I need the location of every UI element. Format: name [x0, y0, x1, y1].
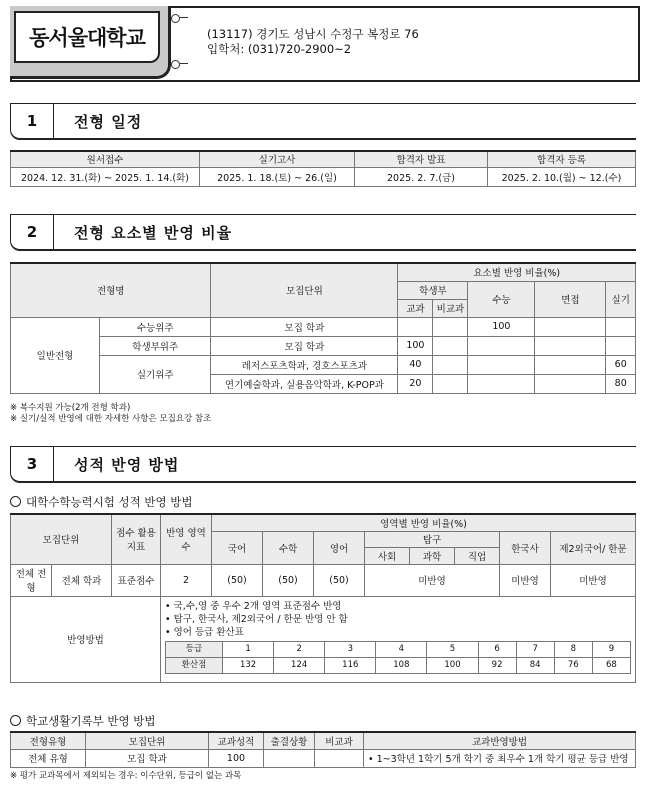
csat-header-job: 직업 — [455, 547, 500, 564]
ratio-sub: 수능위주 — [100, 317, 211, 336]
ratio-header-type: 전형명 — [11, 263, 211, 317]
grade-cell: 5 — [427, 641, 478, 657]
ratio-suneung — [468, 355, 535, 374]
csat-row-hist: 미반영 — [500, 564, 551, 596]
grade-cell: 3 — [325, 641, 376, 657]
score-cell: 100 — [427, 657, 478, 673]
ratio-group: 일반전형 — [11, 317, 100, 393]
schedule-header: 원서접수 — [11, 151, 200, 167]
address-text: (13117) 경기도 성남시 수정구 복정로 76 — [207, 27, 419, 41]
section-title: 성적 반영 방법 — [74, 456, 180, 474]
ratio-bigyo — [433, 374, 468, 393]
subtitle-text: 대학수학능력시험 성적 반영 방법 — [26, 495, 193, 509]
csat-header-inq: 탐구 — [365, 531, 500, 547]
schedule-value: 2025. 2. 10.(월) ~ 12.(수) — [488, 167, 636, 186]
csat-header-sci: 과학 — [410, 547, 455, 564]
ratio-interview — [535, 355, 606, 374]
csat-row-unit: 전체 학과 — [52, 564, 112, 596]
circle-bullet-icon — [10, 715, 21, 726]
ratio-header-unit: 모집단위 — [211, 263, 398, 317]
ratio-gyo: 20 — [398, 374, 433, 393]
csat-header-lang2: 제2외국어/ 한문 — [551, 531, 636, 564]
ratio-suneung — [468, 374, 535, 393]
grade-table — [165, 641, 631, 674]
csat-row-index: 표준점수 — [112, 564, 161, 596]
score-cell: 108 — [376, 657, 427, 673]
ratio-suneung — [468, 336, 535, 355]
binder-ring-icon — [171, 60, 180, 69]
record-cell: 100 — [209, 749, 264, 767]
divider — [180, 63, 188, 64]
schedule-value: 2024. 12. 31.(화) ~ 2025. 1. 14.(화) — [11, 167, 200, 186]
csat-table — [10, 513, 636, 683]
ratio-practical: 60 — [606, 355, 636, 374]
record-header: 비교과 — [315, 732, 364, 749]
method-text: 국,수,영 중 우수 2개 영역 표준점수 반영 — [173, 600, 342, 612]
ratio-gyo: 100 — [398, 336, 433, 355]
record-cell: • 1~3학년 1학기 5개 학기 중 최우수 1개 학기 평균 등급 반영 — [364, 749, 636, 767]
grade-cell: 1 — [223, 641, 274, 657]
csat-header-math: 수학 — [263, 531, 314, 564]
section-2-header — [10, 214, 636, 250]
record-cell: 전체 유형 — [11, 749, 86, 767]
csat-row-inq: 미반영 — [365, 564, 500, 596]
ratio-header-practical: 실기 — [606, 281, 636, 317]
score-cell: 124 — [274, 657, 325, 673]
csat-method-cell — [161, 596, 636, 682]
method-text: 탐구, 한국사, 제2외국어 / 한문 반영 안 함 — [173, 613, 348, 625]
score-cell: 92 — [478, 657, 516, 673]
ratio-header-gyo: 교과 — [398, 299, 433, 317]
method-item: • 영어 등급 환산표 — [165, 626, 244, 638]
csat-row-kor: (50) — [212, 564, 263, 596]
record-header: 교과성적 — [209, 732, 264, 749]
score-cell: 116 — [325, 657, 376, 673]
schedule-header: 실기고사 — [200, 151, 355, 167]
method-item: • 국,수,영 중 우수 2개 영역 표준점수 반영 — [165, 600, 342, 612]
record-header: 모집단위 — [86, 732, 209, 749]
record-header: 교과반영방법 — [364, 732, 636, 749]
section-3-header — [10, 446, 636, 482]
record-subtitle — [10, 713, 156, 729]
circle-bullet-icon — [10, 496, 21, 507]
ratio-gyo — [398, 317, 433, 336]
score-cell: 84 — [516, 657, 554, 673]
ratio-unit: 모집 학과 — [211, 317, 398, 336]
csat-row-lang2: 미반영 — [551, 564, 636, 596]
csat-header-soc: 사회 — [365, 547, 410, 564]
grade-cell: 4 — [376, 641, 427, 657]
ratio-header-hak: 학생부 — [398, 281, 468, 299]
grade-cell: 8 — [554, 641, 592, 657]
record-header: 전형유형 — [11, 732, 86, 749]
ratio-header-ratio: 요소별 반영 비율(%) — [398, 263, 636, 281]
ratio-gyo: 40 — [398, 355, 433, 374]
section-1-header — [10, 103, 636, 139]
note-text: ※ 복수지원 가능(2개 전형 학과) — [10, 403, 131, 413]
ratio-unit: 모집 학과 — [211, 336, 398, 355]
ratio-unit: 레저스포츠학과, 경호스포츠과 — [211, 355, 398, 374]
grade-label: 등급 — [166, 641, 223, 657]
grade-cell: 6 — [478, 641, 516, 657]
csat-row-math: (50) — [263, 564, 314, 596]
csat-row-type: 전체 전형 — [11, 564, 52, 596]
csat-subtitle — [10, 494, 193, 510]
score-cell: 76 — [554, 657, 592, 673]
ratio-interview — [535, 374, 606, 393]
section-title: 전형 요소별 반영 비율 — [74, 224, 233, 242]
record-cell — [264, 749, 315, 767]
csat-header-hist: 한국사 — [500, 531, 551, 564]
ratio-header-suneung: 수능 — [468, 281, 535, 317]
csat-header-kor: 국어 — [212, 531, 263, 564]
subtitle-text: 학교생활기록부 반영 방법 — [26, 714, 156, 728]
score-cell: 132 — [223, 657, 274, 673]
ratio-header-bigyo: 비교과 — [433, 299, 468, 317]
method-text: 영어 등급 환산표 — [173, 626, 244, 638]
ratio-interview — [535, 317, 606, 336]
score-label: 환산점 — [166, 657, 223, 673]
section-number: 1 — [10, 103, 54, 140]
ratio-header-interview: 면접 — [535, 281, 606, 317]
grade-cell: 7 — [516, 641, 554, 657]
csat-row-count: 2 — [161, 564, 212, 596]
record-header: 출결상황 — [264, 732, 315, 749]
ratio-unit: 연기예술학과, 실용음악학과, K-POP과 — [211, 374, 398, 393]
csat-header-eng: 영어 — [314, 531, 365, 564]
address-block — [207, 27, 419, 57]
note-text: ※ 실기/실적 반영에 대한 자세한 사항은 모집요강 참조 — [10, 414, 212, 424]
ratio-interview — [535, 336, 606, 355]
ratio-suneung: 100 — [468, 317, 535, 336]
ratio-bigyo — [433, 336, 468, 355]
ratio-practical: 80 — [606, 374, 636, 393]
csat-header-index: 점수 활용 지표 — [112, 514, 161, 564]
record-cell: 모집 학과 — [86, 749, 209, 767]
divider — [180, 17, 188, 18]
record-cell — [315, 749, 364, 767]
record-note: ※ 평가 교과목에서 제외되는 경우: 이수단위, 등급이 없는 과목 — [10, 771, 242, 781]
record-table — [10, 731, 636, 768]
csat-header-unit: 모집단위 — [11, 514, 112, 564]
schedule-value: 2025. 2. 7.(금) — [355, 167, 488, 186]
score-cell: 68 — [592, 657, 630, 673]
binder-ring-icon — [171, 14, 180, 23]
ratio-sub: 학생부위주 — [100, 336, 211, 355]
contact-text: 입학처: (031)720-2900~2 — [207, 42, 352, 56]
ratio-sub: 실기위주 — [100, 355, 211, 393]
method-item: • 탐구, 한국사, 제2외국어 / 한문 반영 안 함 — [165, 613, 348, 625]
schedule-header: 합격자 발표 — [355, 151, 488, 167]
section-number: 2 — [10, 214, 54, 251]
csat-method-label: 반영방법 — [11, 596, 161, 682]
schedule-value: 2025. 1. 18.(토) ~ 26.(일) — [200, 167, 355, 186]
csat-header-area: 영역별 반영 비율(%) — [212, 514, 636, 531]
csat-row-eng: (50) — [314, 564, 365, 596]
ratio-table — [10, 262, 636, 394]
ratio-bigyo — [433, 355, 468, 374]
ratio-practical — [606, 336, 636, 355]
csat-header-count: 반영 영역수 — [161, 514, 212, 564]
university-logo-text: 동서울대학교 — [14, 11, 160, 63]
section-title: 전형 일정 — [74, 113, 143, 131]
grade-cell: 2 — [274, 641, 325, 657]
section-number: 3 — [10, 446, 54, 483]
ratio-bigyo — [433, 317, 468, 336]
ratio-notes — [10, 403, 211, 425]
grade-cell: 9 — [592, 641, 630, 657]
schedule-table — [10, 150, 636, 187]
schedule-header: 합격자 등록 — [488, 151, 636, 167]
ratio-practical — [606, 317, 636, 336]
